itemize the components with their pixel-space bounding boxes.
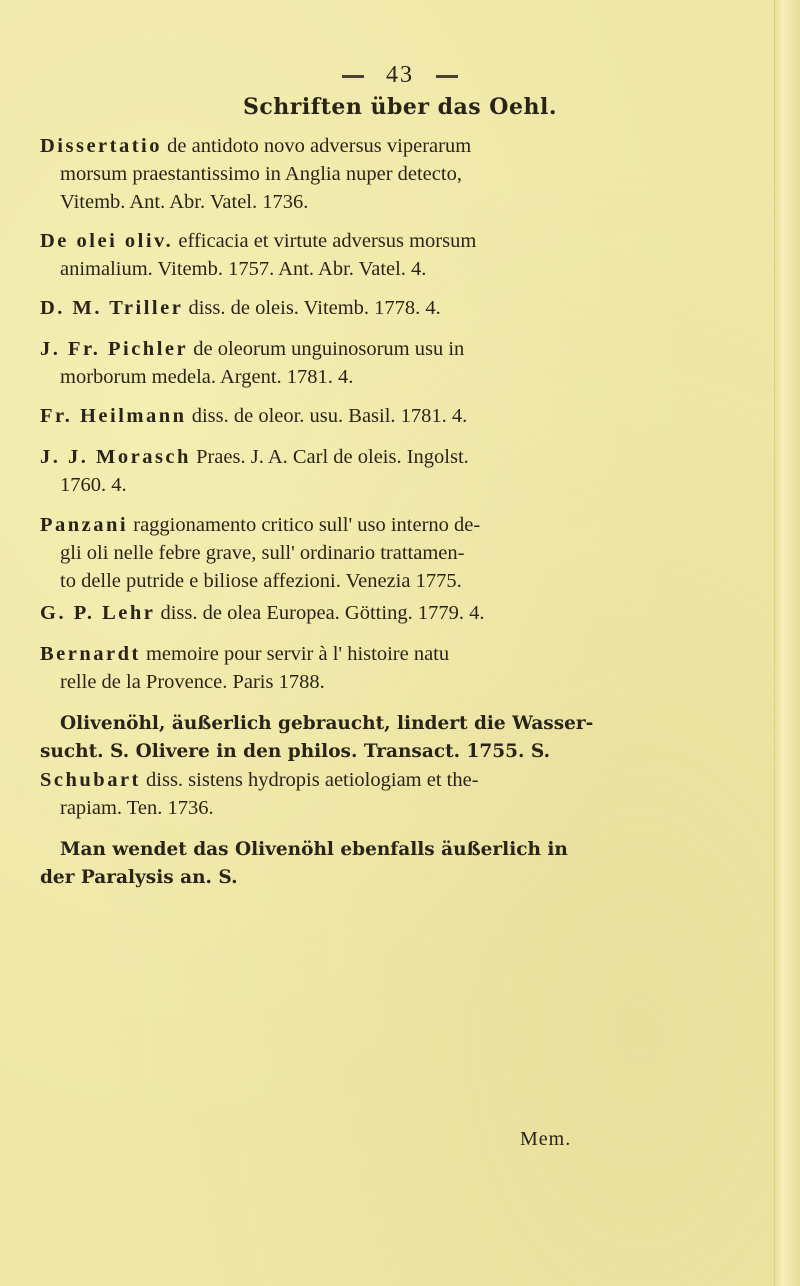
- entry-author: Dissertatio: [40, 135, 163, 157]
- bibliography-entry: [40, 227, 590, 283]
- entry-text: memoire pour servir à l' histoire natu: [145, 643, 450, 665]
- entry-text: to delle putride e biliose affezioni. Venezia 1775.: [60, 570, 462, 592]
- entry-text: rapiam. Ten. 1736.: [60, 797, 214, 819]
- bibliography-entry: [40, 294, 590, 322]
- note-text: Man wendet das Olivenöhl ebenfalls äußerlich in: [60, 839, 568, 860]
- section-heading: Schriften über das Oehl.: [243, 94, 557, 120]
- bibliography-entry: [40, 402, 590, 430]
- page-number: [0, 62, 800, 89]
- entry-text: diss. de olea Europea. Götting. 1779. 4.: [160, 602, 485, 624]
- bibliography-entry: [40, 443, 590, 499]
- entry-author: Panzani: [40, 514, 129, 536]
- page-number-value: 43: [386, 62, 414, 88]
- entry-text: 1760. 4.: [60, 474, 127, 496]
- entry-author: G. P. Lehr: [40, 602, 156, 624]
- entry-text: diss. sistens hydropis aetiologiam et the-: [146, 769, 479, 791]
- entry-text: morborum medela. Argent. 1781. 4.: [60, 366, 354, 388]
- entry-text: relle de la Provence. Paris 1788.: [60, 671, 325, 693]
- bibliography-entry: [40, 132, 590, 216]
- entry-text: de antidoto novo adversus viperarum: [167, 135, 472, 157]
- catchword: Mem.: [520, 1128, 572, 1150]
- entry-text: morsum praestantissimo in Anglia nuper detecto,: [60, 163, 462, 185]
- page-fold: [774, 0, 800, 1286]
- entry-text: diss. de oleis. Vitemb. 1778. 4.: [188, 297, 441, 319]
- entry-text: Vitemb. Ant. Abr. Vatel. 1736.: [60, 191, 309, 213]
- note-text: sucht. S. Olivere in den philos. Transact. 1755. S.: [40, 741, 551, 762]
- entry-text: animalium. Vitemb. 1757. Ant. Abr. Vatel. 4.: [60, 258, 427, 280]
- german-note: [40, 836, 590, 892]
- dash-right: [436, 75, 458, 78]
- bibliography-entry: [40, 335, 590, 391]
- entry-text: raggionamento critico sull' uso interno de-: [133, 514, 481, 536]
- entry-text: diss. de oleor. usu. Basil. 1781. 4.: [191, 405, 468, 427]
- bibliography-entry: [40, 640, 590, 696]
- entry-author: Bernardt: [40, 643, 141, 665]
- entry-text: gli oli nelle febre grave, sull' ordinario trattamen-: [60, 542, 465, 564]
- bibliography-entry: [40, 599, 590, 627]
- note-text: Olivenöhl, äußerlich gebraucht, lindert die Wasser-: [60, 713, 594, 734]
- entry-author: D. M. Triller: [40, 297, 184, 319]
- entry-author: De olei oliv.: [40, 230, 174, 252]
- bibliography-entry: [40, 766, 590, 822]
- entry-author: Schubart: [40, 769, 141, 791]
- entry-author: J. J. Morasch: [40, 446, 191, 468]
- entry-text: efficacia et virtute adversus morsum: [178, 230, 477, 252]
- entry-text: de oleorum unguinosorum usu in: [193, 338, 465, 360]
- note-text: der Paralysis an. S.: [40, 867, 238, 888]
- entry-author: Fr. Heilmann: [40, 405, 187, 427]
- dash-left: [342, 75, 364, 78]
- entry-text: Praes. J. A. Carl de oleis. Ingolst.: [196, 446, 469, 468]
- entry-author: J. Fr. Pichler: [40, 338, 189, 360]
- bibliography-entry: [40, 511, 590, 595]
- german-note: [40, 710, 594, 766]
